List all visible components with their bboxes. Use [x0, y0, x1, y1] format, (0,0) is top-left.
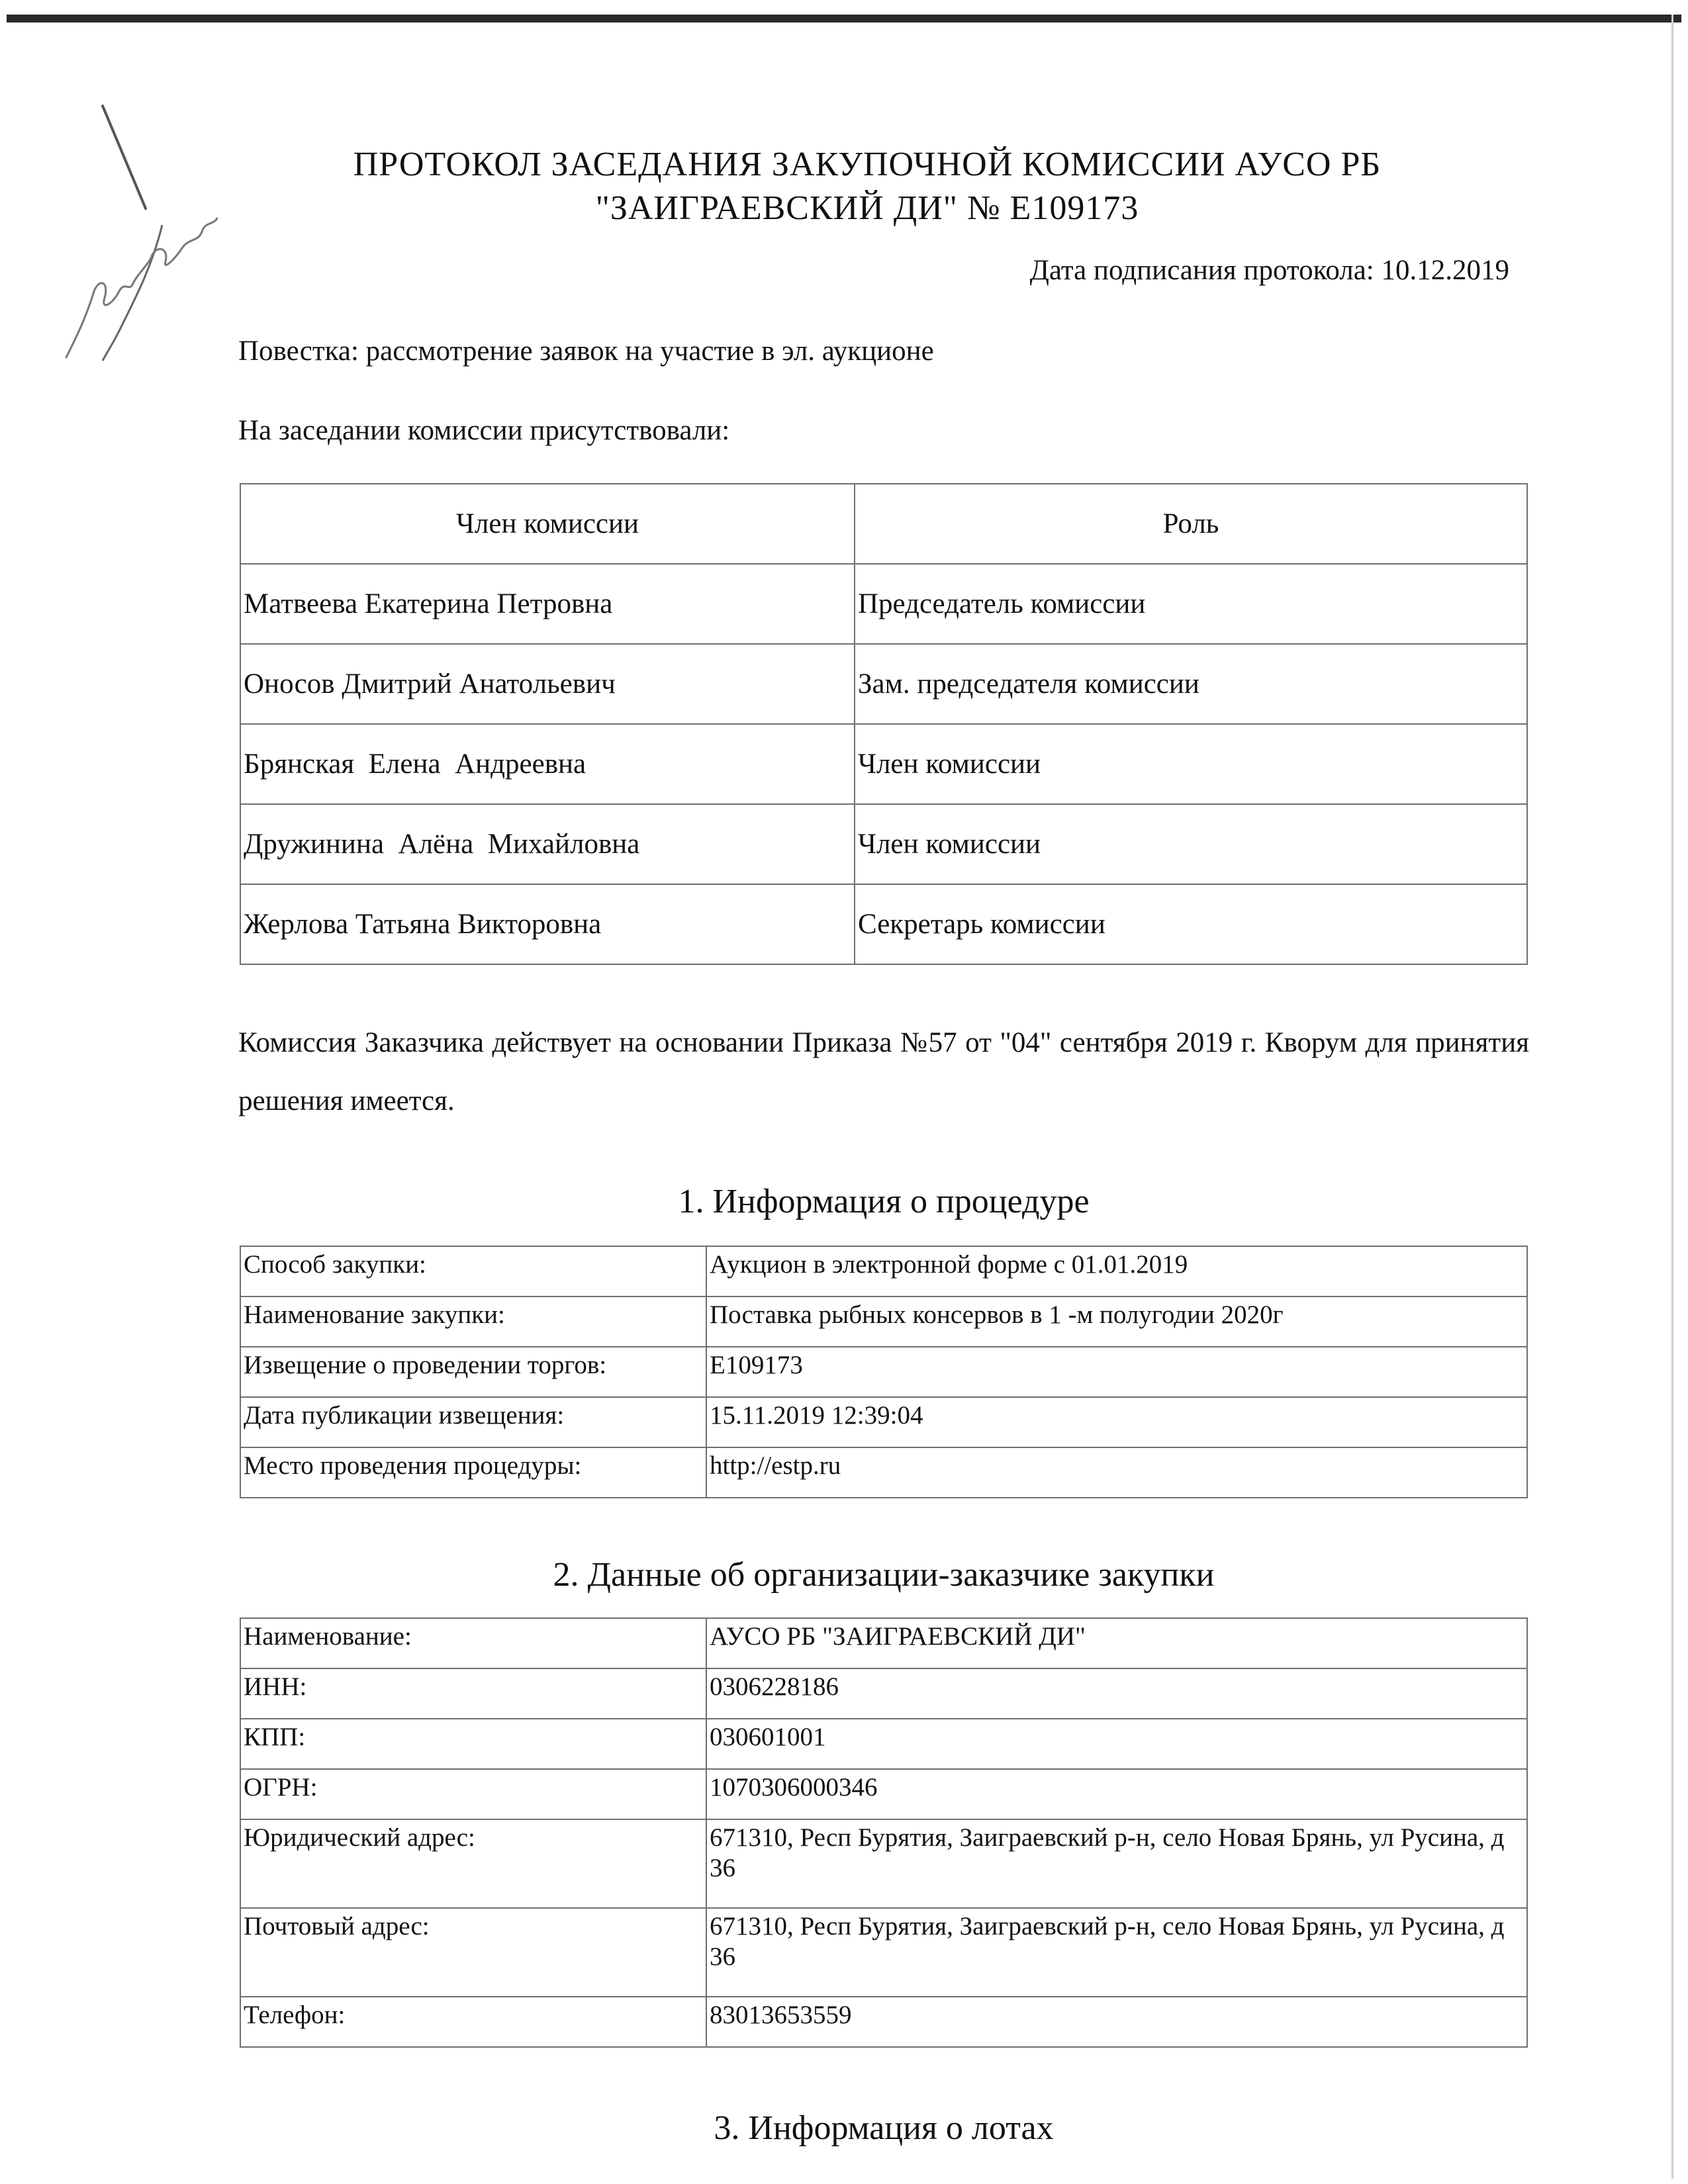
member-role: Зам. председателя комиссии [855, 644, 1527, 724]
title-line-1: ПРОТОКОЛ ЗАСЕДАНИЯ ЗАКУПОЧНОЙ КОМИССИИ АУСО РБ [353, 146, 1382, 183]
section-3-title: 3. Информация о лотах [714, 2109, 1054, 2147]
table-row [240, 724, 1527, 804]
field-label: Извещение о проведении торгов: [240, 1347, 706, 1397]
table-row [240, 884, 1527, 964]
table-row [240, 644, 1527, 724]
customer-info-table [240, 1617, 1528, 2048]
document-title [238, 143, 1496, 230]
field-value: 83013653559 [706, 1997, 1527, 2047]
section-2-title: 2. Данные об организации-заказчике закупки [553, 1556, 1215, 1594]
field-label: Юридический адрес: [240, 1819, 706, 1908]
table-row [240, 1297, 1527, 1347]
member-name: Матвеева Екатерина Петровна [240, 564, 855, 644]
attendees-intro: На заседании комиссии присутствовали: [238, 415, 730, 446]
procedure-info-table [240, 1246, 1528, 1498]
title-line-2: "ЗАИГРАЕВСКИЙ ДИ" № E109173 [595, 189, 1139, 227]
field-label: Наименование: [240, 1618, 706, 1668]
field-label: КПП: [240, 1719, 706, 1769]
field-label: Дата публикации извещения: [240, 1397, 706, 1447]
basis-text: Комиссия Заказчика действует на основании Приказа №57 от "04" сентября 2019 г. Кворум для принятия решения имеется. [238, 1027, 1529, 1116]
signing-date: Дата подписания протокола: 10.12.2019 [1029, 255, 1509, 286]
field-value: Поставка рыбных консервов в 1 -м полугодии 2020г [706, 1297, 1527, 1347]
member-name: Оносов Дмитрий Анатольевич [240, 644, 855, 724]
field-value: 15.11.2019 12:39:04 [706, 1397, 1527, 1447]
section-1-title: 1. Информация о процедуре [678, 1183, 1090, 1220]
member-role: Член комиссии [855, 804, 1527, 884]
handwritten-annotation [40, 93, 238, 371]
member-name: Жерлова Татьяна Викторовна [240, 884, 855, 964]
field-value: 0306228186 [706, 1668, 1527, 1719]
table-row [240, 1668, 1527, 1719]
table-row [240, 1618, 1527, 1668]
table-row [240, 1819, 1527, 1908]
members-table-header [240, 484, 1527, 564]
field-value: 671310, Респ Бурятия, Заиграевский р-н, село Новая Брянь, ул Русина, д 36 [706, 1819, 1527, 1908]
field-value: E109173 [706, 1347, 1527, 1397]
scan-top-border [7, 15, 1681, 23]
field-value: http://estp.ru [706, 1447, 1527, 1498]
field-value: АУСО РБ "ЗАИГРАЕВСКИЙ ДИ" [706, 1618, 1527, 1668]
table-row [240, 804, 1527, 884]
member-role: Председатель комиссии [855, 564, 1527, 644]
field-value: 671310, Респ Бурятия, Заиграевский р-н, село Новая Брянь, ул Русина, д 36 [706, 1908, 1527, 1997]
table-row [240, 1397, 1527, 1447]
table-row [240, 1997, 1527, 2047]
member-name: Дружинина Алёна Михайловна [240, 804, 855, 884]
header-member: Член комиссии [240, 484, 855, 564]
table-row [240, 564, 1527, 644]
field-label: Телефон: [240, 1997, 706, 2047]
scan-right-edge [1671, 15, 1673, 2179]
table-row [240, 1347, 1527, 1397]
member-role: Член комиссии [855, 724, 1527, 804]
field-label: Место проведения процедуры: [240, 1447, 706, 1498]
field-label: ИНН: [240, 1668, 706, 1719]
table-row [240, 1447, 1527, 1498]
field-label: ОГРН: [240, 1769, 706, 1819]
field-value: 1070306000346 [706, 1769, 1527, 1819]
field-value: Аукцион в электронной форме с 01.01.2019 [706, 1246, 1527, 1297]
member-name: Брянская Елена Андреевна [240, 724, 855, 804]
field-label: Способ закупки: [240, 1246, 706, 1297]
field-value: 030601001 [706, 1719, 1527, 1769]
members-table [240, 483, 1528, 965]
field-label: Наименование закупки: [240, 1297, 706, 1347]
table-row [240, 1769, 1527, 1819]
table-row [240, 1908, 1527, 1997]
member-role: Секретарь комиссии [855, 884, 1527, 964]
header-role: Роль [855, 484, 1527, 564]
field-label: Почтовый адрес: [240, 1908, 706, 1997]
table-row [240, 1719, 1527, 1769]
agenda-text: Повестка: рассмотрение заявок на участие в эл. аукционе [238, 336, 934, 367]
table-row [240, 1246, 1527, 1297]
